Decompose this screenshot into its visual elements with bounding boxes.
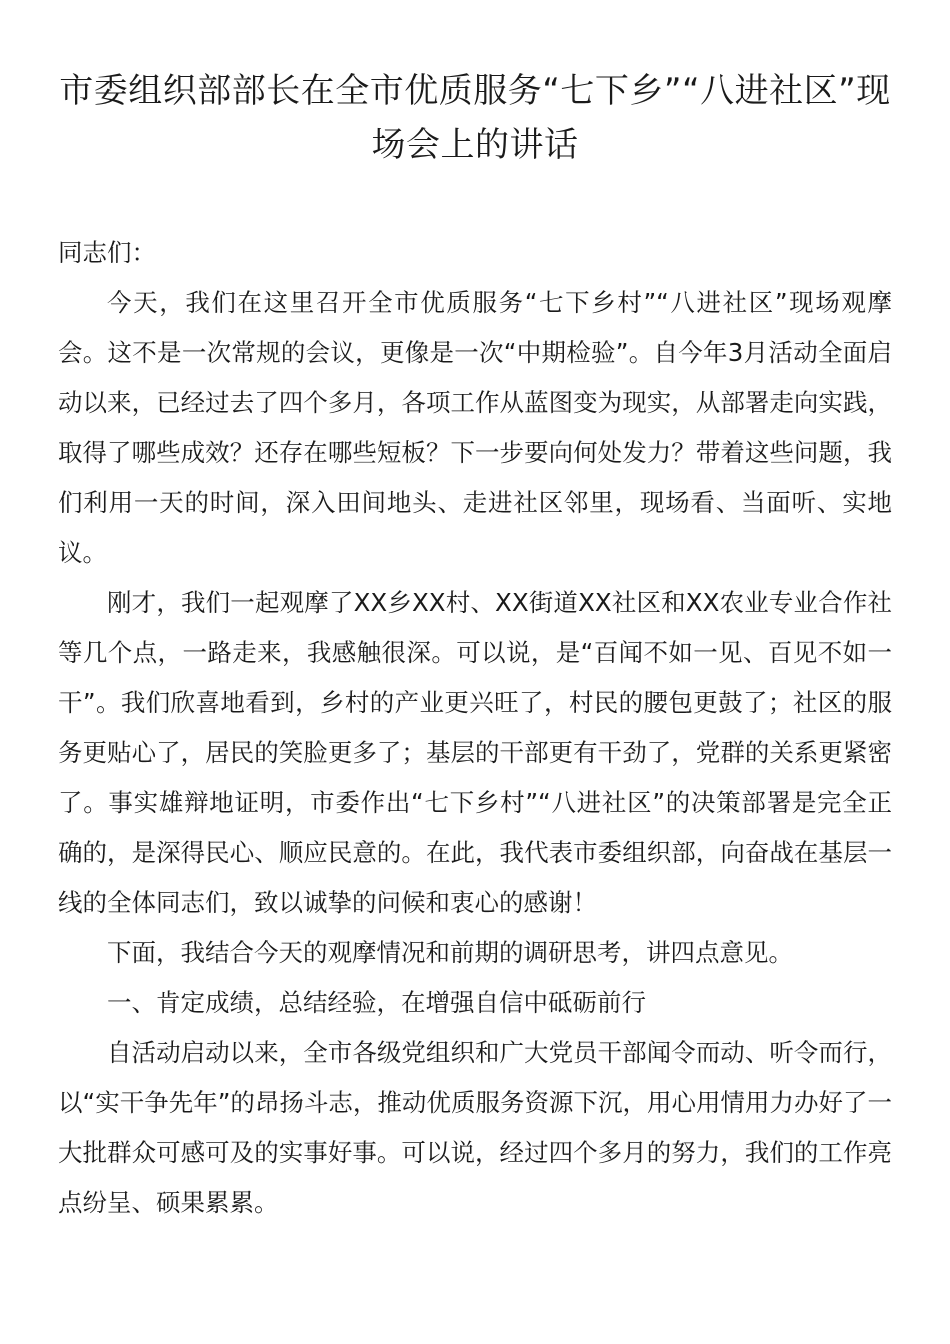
paragraph-transition: 下面，我结合今天的观摩情况和前期的调研思考，讲四点意见。	[107, 938, 793, 967]
paragraph-observation: 刚才，我们一起观摩了XX乡XX村、XX街道XX社区和XX农业专业合作社等几个点，一路走来，我感触很深。可以说，是“百闻不如一见、百见不如一干”。我们欣喜地看到，乡村的产业更兴旺了，村民的腰包更鼓了；社区的服务更贴心了，居民的笑脸更多了；基层的干部更有干劲了，党群的关系更紧密了。事实雄辩地证明，市委作出“七下乡村”“八进社区”的决策部署是完全正确的，是深得民心、顺应民意的。在此，我代表市委组织部，向奋战在基层一线的全体同志们，致以诚挚的问候和衷心的感谢！	[58, 588, 892, 917]
section-heading-1: 一、肯定成绩，总结经验，在增强自信中砥砺前行	[107, 988, 646, 1017]
document-body	[58, 228, 892, 1228]
salutation: 同志们：	[58, 238, 156, 267]
document-title: 市委组织部部长在全市优质服务“七下乡”“八进社区”现场会上的讲话	[59, 71, 891, 165]
paragraph-section-1: 自活动启动以来，全市各级党组织和广大党员干部闻令而动、听令而行，以“实干争先年”的昂扬斗志，推动优质服务资源下沉，用心用情用力办好了一大批群众可感可及的实事好事。可以说，经过四个多月的努力，我们的工作亮点纷呈、硕果累累。	[58, 1038, 892, 1217]
paragraph-opening: 今天，我们在这里召开全市优质服务“七下乡村”“八进社区”现场观摩会。这不是一次常规的会议，更像是一次“中期检验”。自今年3月活动全面启动以来，已经过去了四个多月，各项工作从蓝图变为现实，从部署走向实践，取得了哪些成效？还存在哪些短板？下一步要向何处发力？带着这些问题，我们利用一天的时间，深入田间地头、走进社区邻里，现场看、当面听、实地议。	[58, 288, 892, 567]
